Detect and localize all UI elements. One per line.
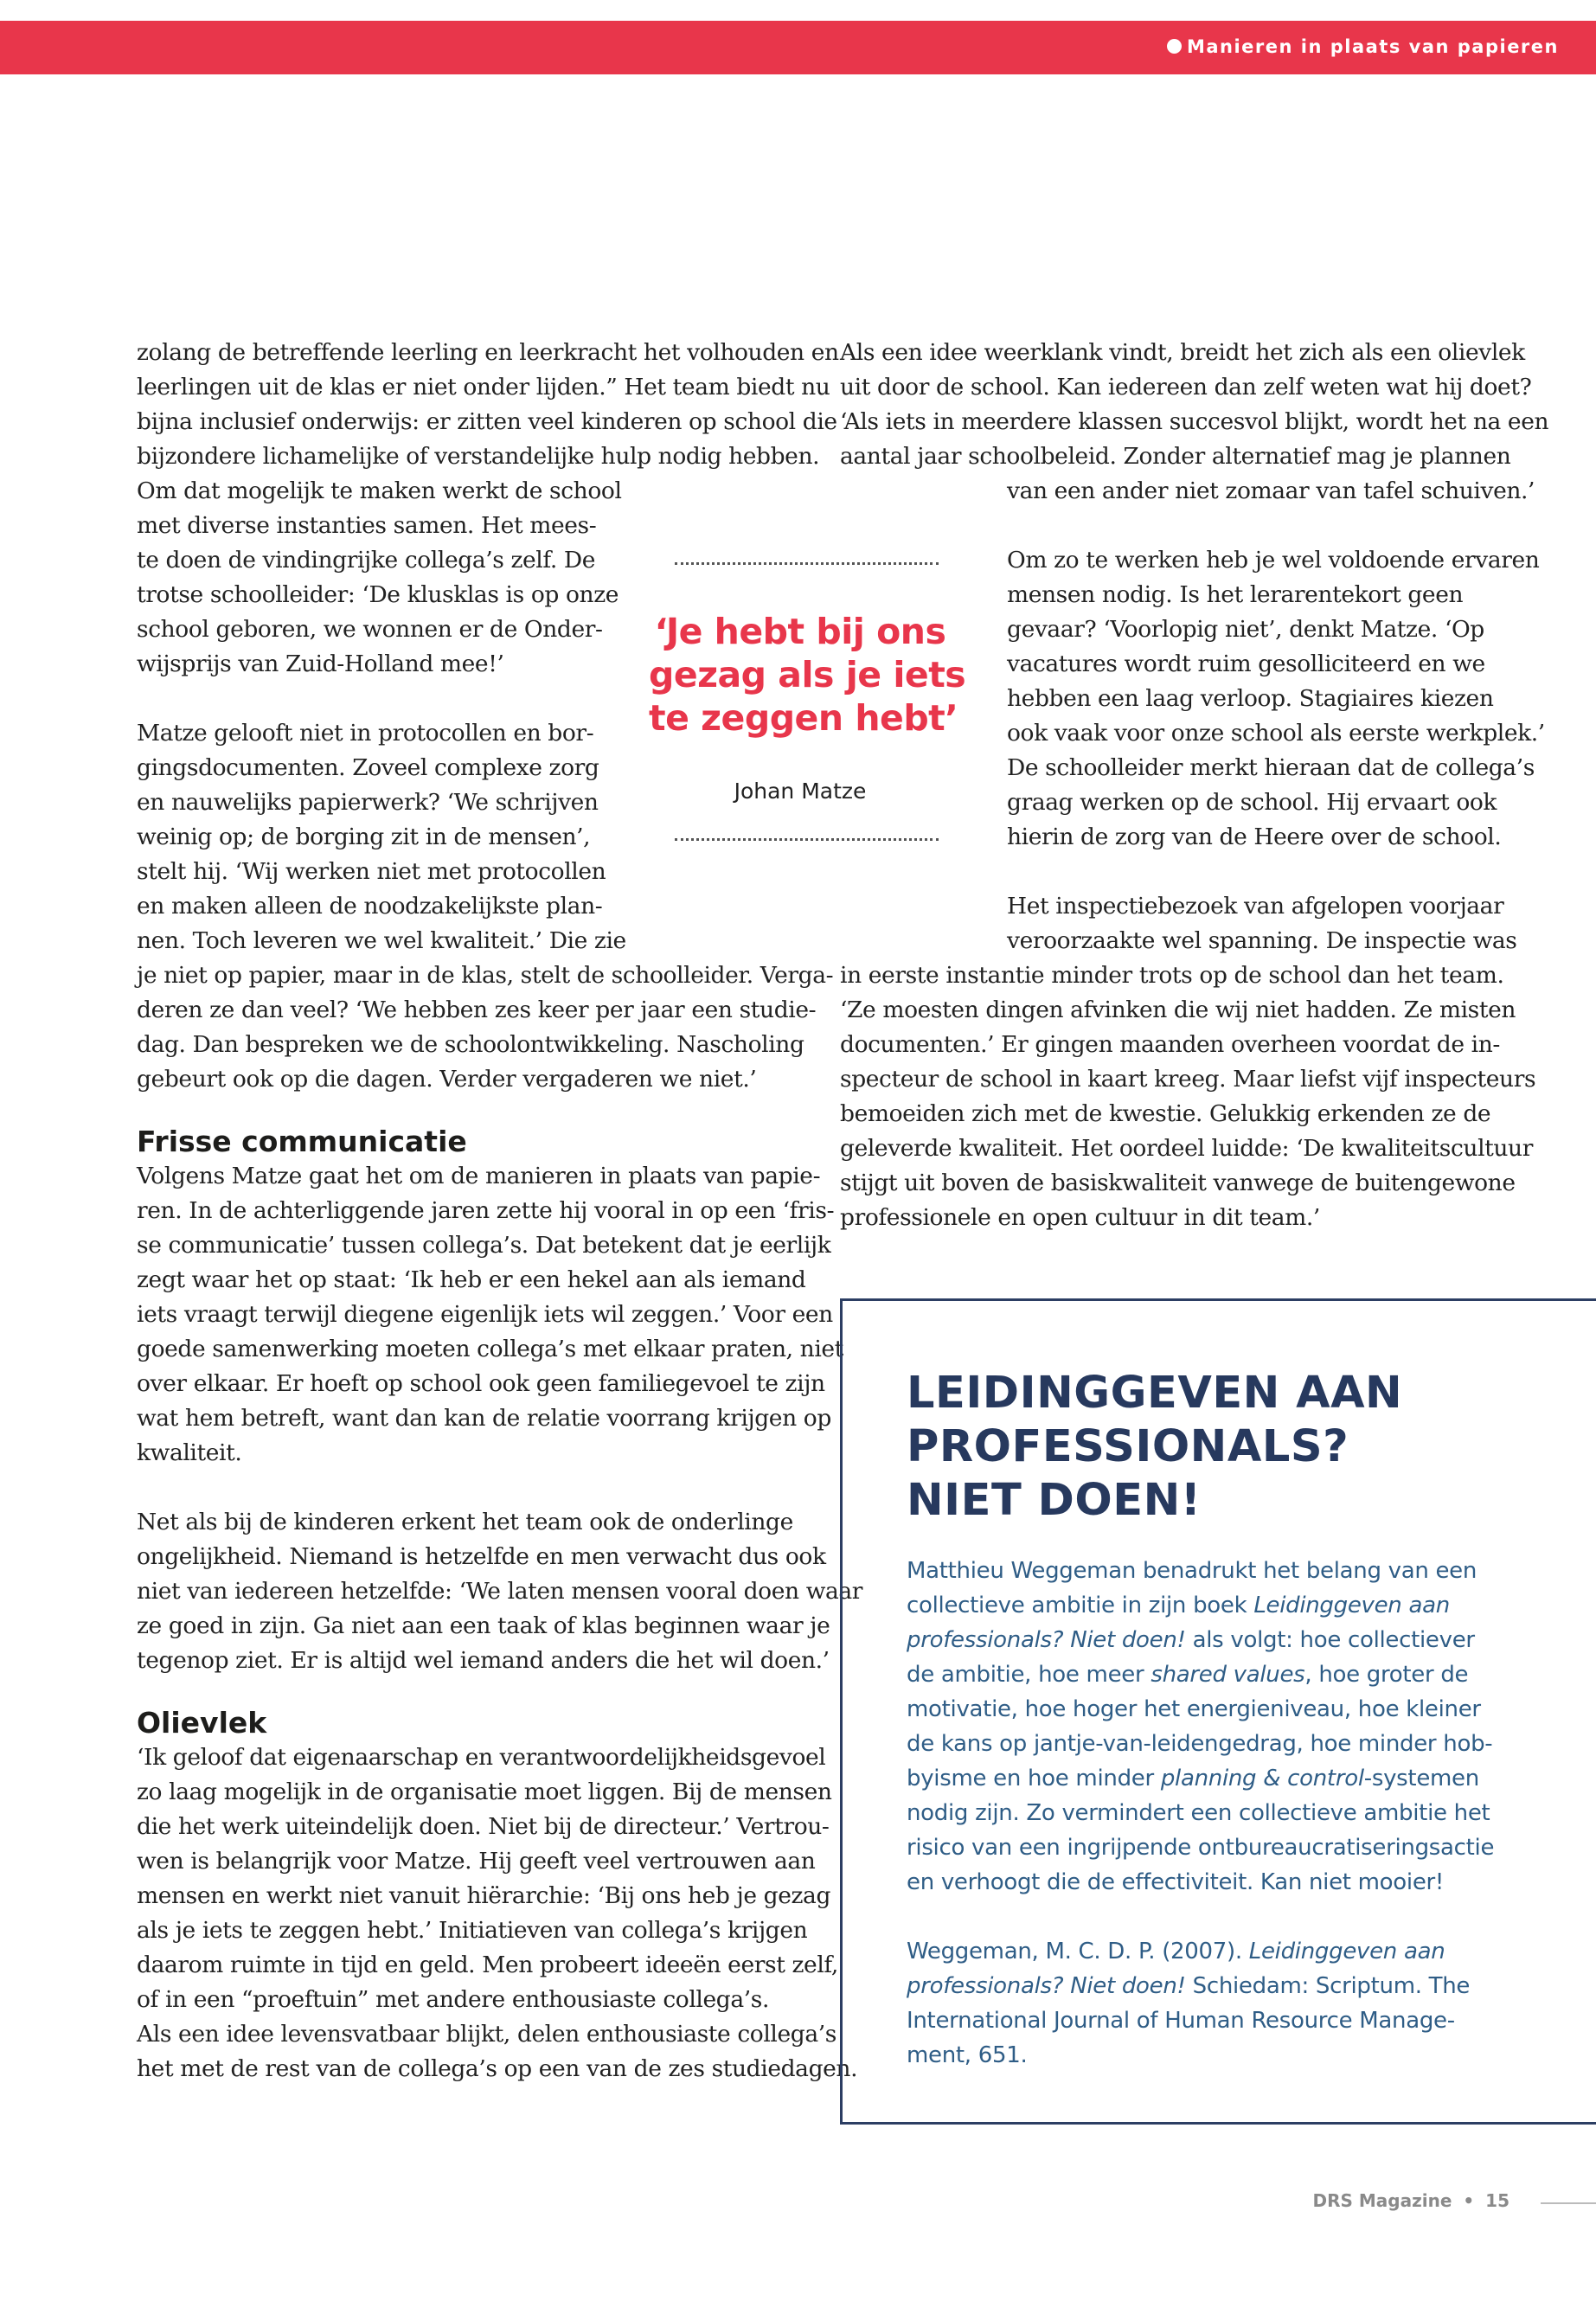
text-line: je niet op papier, maar in de klas, stelt de schoolleider. Verga- — [137, 962, 834, 989]
box-title-line: NIET DOEN! — [907, 1475, 1202, 1526]
text-line: stelt hij. ‘Wij werken niet met protocollen — [137, 858, 606, 885]
text-line: documenten.’ Er gingen maanden overheen voordat de in- — [840, 1031, 1500, 1058]
text-line: of in een “proeftuin” met andere enthousiaste collega’s. — [137, 1986, 769, 2013]
box-text-line: de kans op jantje-van-leidengedrag, hoe minder hob- — [907, 1731, 1493, 1757]
reference-line — [907, 1969, 1494, 2003]
text-line: iets vraagt terwijl diegene eigenlijk iets wil zeggen.’ Voor een — [137, 1301, 833, 1328]
section-heading: Frisse communicatie — [137, 1125, 467, 1158]
pull-quote-line: gezag als je iets — [649, 654, 966, 695]
box-text-line: Matthieu Weggeman benadrukt het belang van een — [907, 1558, 1477, 1584]
text-line: Om zo te werken heb je wel voldoende ervaren — [1007, 547, 1540, 574]
box-title-line: PROFESSIONALS? — [907, 1421, 1349, 1472]
text-line: bemoeiden zich met de kwestie. Gelukkig erkenden ze de — [840, 1100, 1491, 1127]
footer-separator: • — [1463, 2190, 1475, 2211]
reference-line: International Journal of Human Resource Manage- — [907, 2008, 1455, 2034]
text-line: van een ander niet zomaar van tafel schuiven.’ — [1007, 478, 1535, 504]
box-text-line: en verhoogt die de effectiviteit. Kan niet mooier! — [907, 1869, 1445, 1895]
book-title: Leidinggeven aan — [1248, 1939, 1445, 1965]
text-line: gevaar? ‘Voorlopig niet’, denkt Matze. ‘Op — [1007, 616, 1484, 643]
pull-quote-author: Johan Matze — [734, 779, 867, 804]
text-line: bijzondere lichamelijke of verstandelijke hulp nodig hebben. — [137, 443, 820, 470]
text-line: te doen de vindingrijke collega’s zelf. De — [137, 547, 596, 574]
section-title — [1167, 36, 1559, 57]
footer — [1313, 2190, 1509, 2211]
bullet-dot-icon — [1167, 39, 1182, 54]
text-line: zo laag mogelijk in de organisatie moet liggen. Bij de mensen — [137, 1779, 832, 1805]
book-title: professionals? Niet doen! — [907, 1973, 1186, 1999]
header-bar — [0, 21, 1596, 74]
text-line: Net als bij de kinderen erkent het team ook de onderlinge — [137, 1509, 793, 1535]
text-line: nen. Toch leveren we wel kwaliteit.’ Die zie — [137, 927, 626, 954]
text-line: deren ze dan veel? ‘We hebben zes keer per jaar een studie- — [137, 997, 817, 1023]
text-line: bijna inclusief onderwijs: er zitten veel kinderen op school die — [137, 408, 837, 435]
text-line: hebben een laag verloop. Stagiaires kiezen — [1007, 685, 1494, 712]
text-line: school geboren, we wonnen er de Onder- — [137, 616, 603, 643]
box-text: , hoe groter de — [1304, 1662, 1469, 1688]
text-line: ‘Ze moesten dingen afvinken die wij niet hadden. Ze misten — [840, 997, 1516, 1023]
text-line: professionele en open cultuur in dit team.’ — [840, 1204, 1320, 1231]
box-text-line — [907, 1623, 1494, 1657]
text-line: ‘Ik geloof dat eigenaarschap en verantwoordelijkheidsgevoel — [137, 1744, 826, 1771]
sidebar-box — [840, 1298, 1596, 2125]
text-line: dag. Dan bespreken we de schoolontwikkeling. Nascholing — [137, 1031, 804, 1058]
text-line: tegenop ziet. Er is altijd wel iemand anders die het wil doen.’ — [137, 1647, 830, 1674]
text-line: ongelijkheid. Niemand is hetzelfde en men verwacht dus ook — [137, 1543, 826, 1570]
text-line: het met de rest van de collega’s op een van de zes studiedagen. — [137, 2055, 858, 2082]
box-text: byisme en hoe minder — [907, 1766, 1154, 1791]
text-line: zegt waar het op staat: ‘Ik heb er een hekel aan als iemand — [137, 1266, 806, 1293]
text-line: Als een idee weerklank vindt, breidt het zich als een olievlek — [840, 339, 1525, 366]
text-line: specteur de school in kaart kreeg. Maar liefst vijf inspecteurs — [840, 1066, 1536, 1093]
text-line: weinig op; de borging zit in de mensen’, — [137, 824, 591, 850]
emphasis: planning & control — [1160, 1766, 1364, 1791]
text-line: aantal jaar schoolbeleid. Zonder alternatief mag je plannen — [840, 443, 1511, 470]
reference-line: ment, 651. — [907, 2042, 1028, 2068]
reference-text: Schiedam: Scriptum. The — [1192, 1973, 1471, 1999]
text-line: ook vaak voor onze school als eerste werkplek.’ — [1007, 720, 1545, 747]
right-column — [840, 336, 1548, 1235]
text-line: gebeurt ook op die dagen. Verder vergaderen we niet.’ — [137, 1066, 757, 1093]
pull-quote-line: ‘Je hebt bij ons — [654, 611, 946, 652]
text-line: Als een idee levensvatbaar blijkt, delen enthousiaste collega’s — [137, 2021, 836, 2048]
book-title: professionals? Niet doen! — [907, 1627, 1186, 1653]
box-text-line — [907, 1588, 1494, 1623]
box-text: de ambitie, hoe meer — [907, 1662, 1144, 1688]
text-line: geleverde kwaliteit. Het oordeel luidde: ‘De kwaliteitscultuur — [840, 1135, 1533, 1162]
pull-quote-line: te zeggen hebt’ — [649, 697, 958, 739]
text-line: Het inspectiebezoek van afgelopen voorjaar — [1007, 893, 1504, 920]
text-line: vacatures wordt ruim gesolliciteerd en we — [1007, 651, 1485, 677]
book-title: Leidinggeven aan — [1253, 1593, 1450, 1618]
text-line: ze goed in zijn. Ga niet aan een taak of klas beginnen waar je — [137, 1612, 830, 1639]
text-line: veroorzaakte wel spanning. De inspectie was — [1007, 927, 1517, 954]
box-text: -systemen — [1363, 1766, 1479, 1791]
text-line: De schoolleider merkt hieraan dat de collega’s — [1007, 754, 1535, 781]
text-line: graag werken op de school. Hij ervaart ook — [1007, 789, 1497, 816]
text-line: se communicatie’ tussen collega’s. Dat betekent dat je eerlijk — [137, 1232, 831, 1259]
text-line: gingsdocumenten. Zoveel complexe zorg — [137, 754, 599, 781]
text-line: in eerste instantie minder trots op de school dan het team. — [840, 962, 1504, 989]
box-text-line — [907, 1657, 1494, 1692]
text-line: met diverse instanties samen. Het mees- — [137, 512, 597, 539]
section-title-text: Manieren in plaats van papieren — [1186, 36, 1559, 57]
box-title — [907, 1367, 1402, 1528]
box-text: als volgt: hoe collectiever — [1192, 1627, 1475, 1653]
text-line: trotse schoolleider: ‘De klusklas is op onze — [137, 581, 619, 608]
box-text: collectieve ambitie in zijn boek — [907, 1593, 1247, 1618]
text-line: zolang de betreffende leerling en leerkracht het volhouden en — [137, 339, 839, 366]
text-line: kwaliteit. — [137, 1439, 242, 1466]
text-line: stijgt uit boven de basiskwaliteit vanwege de buitengewone — [840, 1170, 1516, 1196]
text-line: uit door de school. Kan iedereen dan zelf weten wat hij doet? — [840, 374, 1532, 401]
text-line: goede samenwerking moeten collega’s met elkaar praten, niet — [137, 1336, 843, 1362]
reference-text: Weggeman, M. C. D. P. (2007). — [907, 1939, 1242, 1965]
text-line: en nauwelijks papierwerk? ‘We schrijven — [137, 789, 599, 816]
text-line: wen is belangrijk voor Matze. Hij geeft veel vertrouwen aan — [137, 1848, 816, 1875]
text-line: en maken alleen de noodzakelijkste plan- — [137, 893, 603, 920]
text-line: Om dat mogelijk te maken werkt de school — [137, 478, 622, 504]
text-line: Matze gelooft niet in protocollen en bor- — [137, 720, 594, 747]
text-line: hierin de zorg van de Heere over de school. — [1007, 824, 1502, 850]
text-line: over elkaar. Er hoeft op school ook geen familiegevoel te zijn — [137, 1370, 825, 1397]
text-line: die het werk uiteindelijk doen. Niet bij de directeur.’ Vertrou- — [137, 1813, 830, 1840]
text-line: leerlingen uit de klas er niet onder lijden.” Het team biedt nu — [137, 374, 830, 401]
magazine-name: DRS Magazine — [1312, 2190, 1452, 2211]
section-heading: Olievlek — [137, 1706, 267, 1740]
text-line: ‘Als iets in meerdere klassen succesvol blijkt, wordt het na een — [840, 408, 1549, 435]
box-body — [907, 1554, 1494, 2073]
text-line: wijsprijs van Zuid-Holland mee!’ — [137, 651, 504, 677]
emphasis: shared values — [1151, 1662, 1305, 1688]
text-line: wat hem betreft, want dan kan de relatie voorrang krijgen op — [137, 1405, 831, 1432]
text-line: daarom ruimte in tijd en geld. Men probeert ideeën eerst zelf, — [137, 1952, 838, 1978]
left-column — [137, 336, 862, 2086]
text-line: Volgens Matze gaat het om de manieren in plaats van papie- — [137, 1163, 821, 1189]
text-line: ren. In de achterliggende jaren zette hij vooral in op een ‘fris- — [137, 1197, 835, 1224]
box-text-line: nodig zijn. Zo vermindert een collectieve ambitie het — [907, 1800, 1490, 1826]
box-text-line: risico van een ingrijpende ontbureaucratiseringsactie — [907, 1835, 1495, 1861]
text-line: als je iets te zeggen hebt.’ Initiatieven van collega’s krijgen — [137, 1917, 808, 1944]
footer-rule — [1541, 2202, 1596, 2204]
box-text-line: motivatie, hoe hoger het energieniveau, hoe kleiner — [907, 1696, 1481, 1722]
text-line: mensen nodig. Is het lerarentekort geen — [1007, 581, 1464, 608]
text-line: niet van iedereen hetzelfde: ‘We laten mensen vooral doen waar — [137, 1578, 863, 1605]
box-title-line: LEIDINGGEVEN AAN — [907, 1368, 1403, 1419]
text-line: mensen en werkt niet vanuit hiërarchie: ‘Bij ons heb je gezag — [137, 1882, 831, 1909]
box-text-line — [907, 1761, 1494, 1796]
reference-line — [907, 1934, 1494, 1969]
page-number: 15 — [1485, 2190, 1509, 2211]
